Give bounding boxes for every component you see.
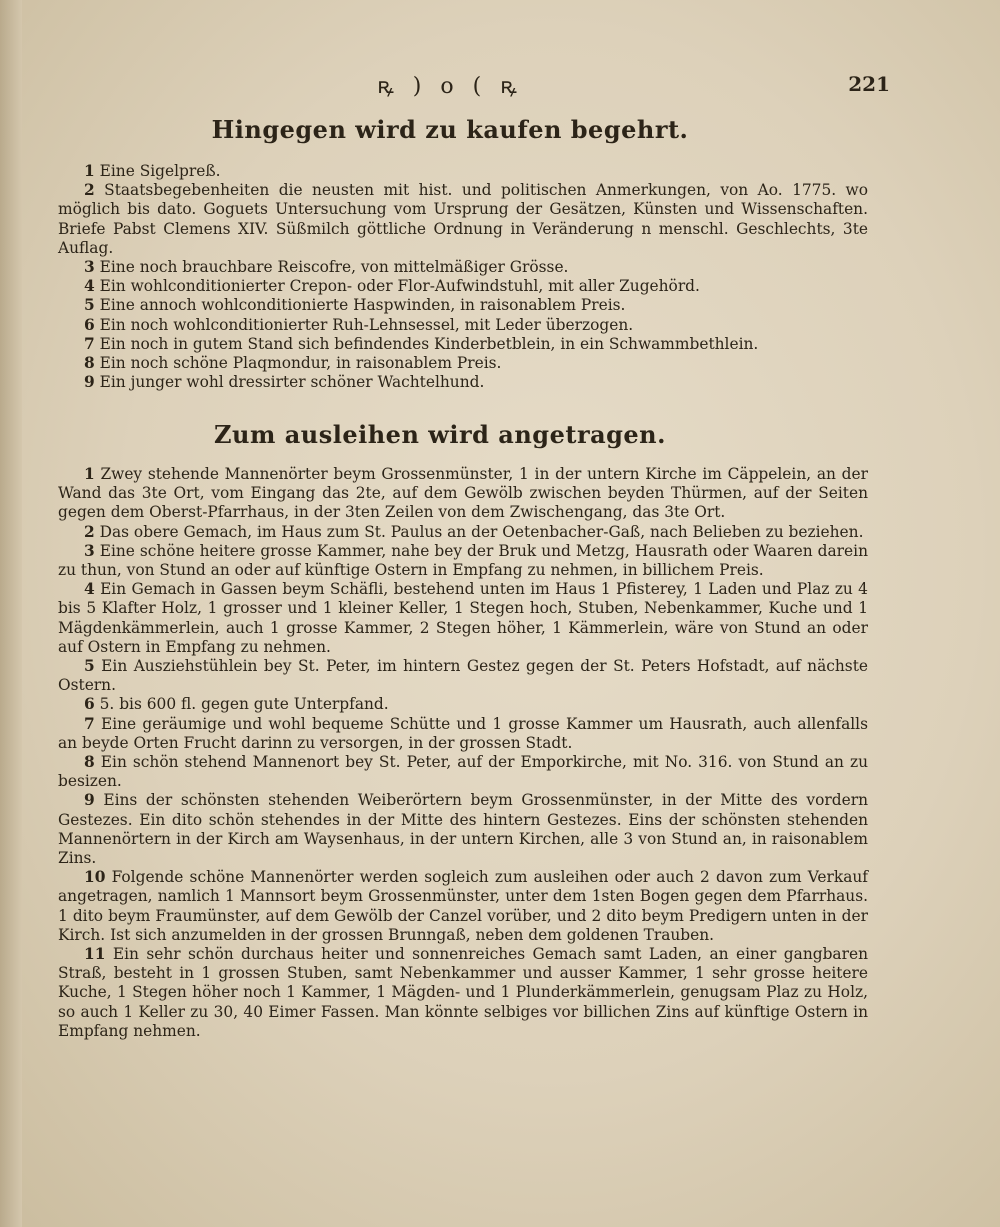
page-edge	[0, 0, 22, 1227]
list-item	[58, 335, 868, 354]
item-number: 6	[84, 695, 95, 714]
item-number: 7	[84, 334, 95, 353]
header-ornament: ꝶ ) o ( ꝶ	[377, 74, 523, 99]
list-item	[58, 316, 868, 335]
list-item	[58, 715, 868, 753]
item-number: 2	[84, 522, 95, 541]
list-item	[58, 523, 868, 542]
item-text: Eine noch brauchbare Reiscofre, von mittelmäßiger Grösse.	[99, 258, 569, 277]
list-item	[58, 296, 868, 315]
item-number: 4	[84, 580, 95, 599]
item-number: 1	[84, 162, 95, 180]
item-text: Eine schöne heitere grosse Kammer, nahe bey der Bruk und Metzg, Hausrath oder Waaren darein zu thun, von Stund an oder auf künftige Ostern in Empfang zu nehmen, in billichem Preis.	[58, 541, 868, 580]
list-item	[58, 945, 868, 1041]
page-number: 221	[848, 72, 890, 96]
item-text: Ein Gemach in Gassen beym Schäfli, bestehend unten im Haus 1 Pfisterey, 1 Laden und Plaz zu 4 bis 5 Klafter Holz, 1 grosser und 1 kleiner Keller, 1 Stegen hoch, Stuben, Nebenkammer, Kuche und 1 Mägdenkämmerlein, auch 1 grosse Kammer, 2 Stegen höher, 1 Kämmerlein, wäre von Stund an oder auf Ostern in Empfang zu nehmen.	[58, 580, 868, 656]
item-text: 5. bis 600 fl. gegen gute Unterpfand.	[99, 695, 389, 714]
item-number: 8	[84, 354, 95, 373]
item-text: Zwey stehende Mannenörter beym Grossenmünster, 1 in der untern Kirche im Cäppelein, an der Wand das 3te Ort, vom Eingang das 2te, auf dem Gewölb zwischen beyden Thürmen, auf der Seiten gegen dem Oberst-Pfarrhaus, in der 3ten Zeilen von dem Zwischengang, das 3te Ort.	[58, 465, 868, 522]
item-text: Ein Ausziehstühlein bey St. Peter, im hintern Gestez gegen der St. Peters Hofstadt, auf nächste Ostern.	[58, 657, 868, 695]
list-item	[58, 373, 868, 392]
item-text: Eine Sigelpreß.	[99, 162, 221, 180]
list-item	[58, 258, 868, 277]
item-number: 9	[84, 373, 95, 392]
list-item	[58, 791, 868, 868]
item-text: Staatsbegebenheiten die neusten mit hist. und politischen Anmerkungen, von Ao. 1775. wo möglich bis dato. Goguets Untersuchung vom Ursprung der Gesätzen, Künsten und Wissenschaften. Briefe Pabst Clemens XIV. Süßmilch göttliche Ordnung in Veränderung n menschl. Geschlechts, 3te Auflag.	[58, 181, 868, 257]
list-item	[58, 181, 868, 258]
list-item	[58, 580, 868, 657]
item-number: 7	[84, 714, 95, 733]
list-item	[58, 354, 868, 373]
item-text: Eine geräumige und wohl bequeme Schütte und 1 grosse Kammer um Hausrath, auch allenfalls an beyde Orten Frucht darinn zu versorgen, in der grossen Stadt.	[58, 714, 868, 752]
list-item	[58, 657, 868, 695]
item-number: 1	[84, 465, 95, 483]
item-number: 9	[84, 791, 95, 810]
item-text: Ein noch in gutem Stand sich befindendes Kinderbetblein, in ein Schwammbethlein.	[99, 334, 759, 353]
item-text: Eine annoch wohlconditionierte Haspwinden, in raisonablem Preis.	[99, 296, 626, 315]
item-text: Ein wohlconditionierter Crepon- oder Flor-Aufwindstuhl, mit aller Zugehörd.	[99, 277, 700, 296]
item-text: Ein noch wohlconditionierter Ruh-Lehnsessel, mit Leder überzogen.	[99, 315, 634, 334]
section-heading-lend: Zum ausleihen wird angetragen.	[213, 420, 666, 449]
item-number: 6	[84, 315, 95, 334]
section-lend-list	[58, 465, 868, 1041]
list-item	[58, 277, 868, 296]
item-number: 5	[84, 657, 95, 676]
item-number: 4	[84, 277, 95, 296]
item-number: 3	[84, 258, 95, 277]
list-item	[58, 465, 868, 523]
item-number: 3	[84, 541, 95, 560]
item-text: Ein schön stehend Mannenort bey St. Peter, auf der Emporkirche, mit No. 316. von Stund an zu besizen.	[58, 753, 868, 791]
item-text: Ein noch schöne Plaqmondur, in raisonablem Preis.	[99, 354, 502, 373]
item-text: Folgende schöne Mannenörter werden sogleich zum ausleihen oder auch 2 davon zum Verkauf angetragen, namlich 1 Mannsort beym Grossenmünster, unter dem 1sten Bogen gegen dem Pfarrhaus. 1 dito beym Fraumünster, auf dem Gewölb der Canzel vorüber, und 2 dito beym Predigern unten in der Kirch. Ist sich anzumelden in der grossen Brunngaß, neben dem goldenen Trauben.	[58, 868, 868, 944]
item-text: Ein sehr schön durchaus heiter und sonnenreiches Gemach samt Laden, an einer gangbaren Straß, besteht in 1 grossen Stuben, samt Nebenkammer und ausser Kammer, 1 sehr grosse heitere Kuche, 1 Stegen höher noch 1 Kammer, 1 Mägden- und 1 Plunderkämmerlein, genugsam Plaz zu Holz, so auch 1 Keller zu 30, 40 Eimer Fassen. Man könnte selbiges vor billichen Zins auf künftige Ostern in Empfang nehmen.	[58, 945, 868, 1040]
item-number: 2	[84, 181, 95, 200]
section-buy-list	[58, 162, 868, 392]
list-item	[58, 162, 868, 181]
item-number: 8	[84, 753, 95, 772]
list-item	[58, 753, 868, 791]
item-text: Das obere Gemach, im Haus zum St. Paulus an der Oetenbacher-Gaß, nach Belieben zu beziehen.	[99, 522, 864, 541]
item-number: 10	[84, 868, 106, 887]
item-number: 5	[84, 296, 95, 315]
list-item	[58, 868, 868, 945]
section-heading-buy: Hingegen wird zu kaufen begehrt.	[211, 115, 689, 144]
list-item	[58, 542, 868, 580]
item-text: Ein junger wohl dressirter schöner Wachtelhund.	[99, 373, 485, 392]
item-text: Eins der schönsten stehenden Weiberörtern beym Grossenmünster, in der Mitte des vordern Gestezes. Ein dito schön stehendes in der Mitte des hintern Gestezes. Eins der schönsten stehenden Mannenörtern in der Kirch am Waysenhaus, in der untern Kirchen, alle 3 von Stund an, in raisonablem Zins.	[58, 791, 868, 868]
list-item	[58, 695, 868, 714]
item-number: 11	[84, 945, 106, 964]
